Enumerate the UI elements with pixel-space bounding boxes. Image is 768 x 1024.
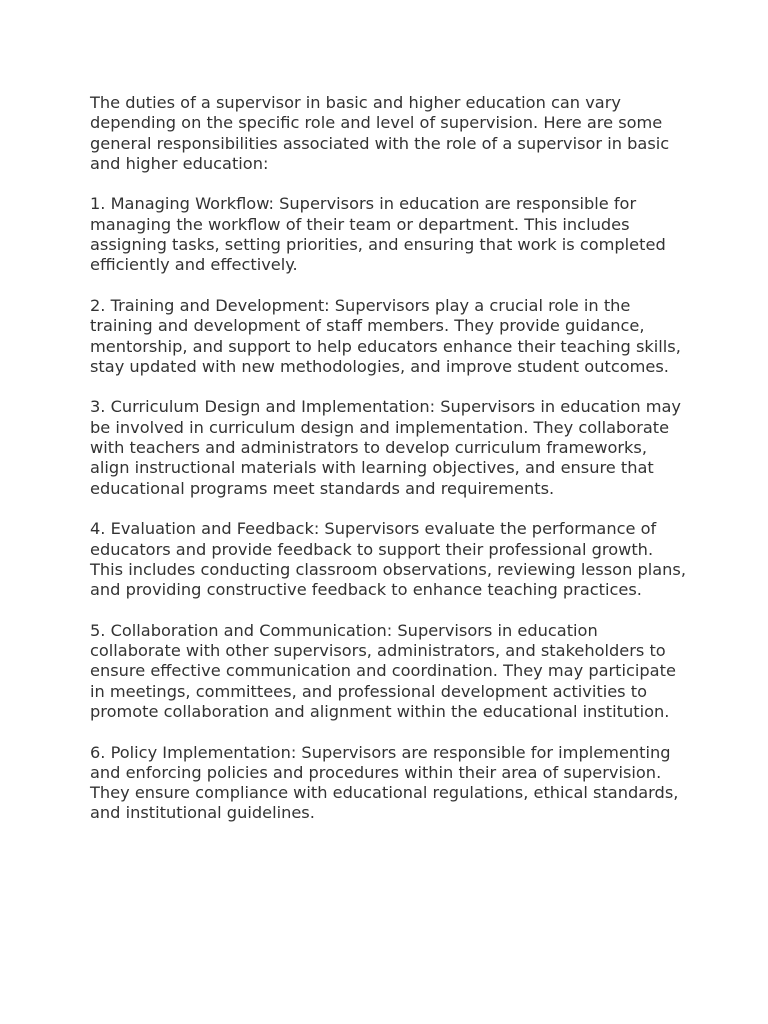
- document-body: [90, 93, 690, 844]
- list-item-evaluation-feedback: 4. Evaluation and Feedback: Supervisors evaluate the performance of educators and provide feedback to support their professional growth. This includes conducting classroom observations, reviewing lesson plans, and providing constructive feedback to enhance teaching practices.: [90, 519, 687, 600]
- intro-paragraph: The duties of a supervisor in basic and higher education can vary depending on the specific role and level of supervision. Here are some general responsibilities associated with the role of a supervisor in basic and higher education:: [90, 93, 670, 173]
- list-item-collaboration-communication: 5. Collaboration and Communication: Supervisors in education collaborate with other supervisors, administrators, and stakeholders to ensure effective communication and coordination. They may participate in meetings, committees, and professional development activities to promote collaboration and alignment within the educational institution.: [90, 620, 676, 721]
- list-item-curriculum-design: 3. Curriculum Design and Implementation: Supervisors in education may be involved in curriculum design and implementation. They collaborate with teachers and administrators to develop curriculum frameworks, align instructional materials with learning objectives, and ensure that educational programs meet standards and requirements.: [90, 397, 681, 498]
- list-item-managing-workflow: 1. Managing Workflow: Supervisors in education are responsible for managing the workflow of their team or department. This includes assigning tasks, setting priorities, and ensuring that work is completed efficiently and effectively.: [90, 194, 666, 275]
- list-item-policy-implementation: 6. Policy Implementation: Supervisors are responsible for implementing and enforcing policies and procedures within their area of supervision. They ensure compliance with educational regulations, ethical standards, and institutional guidelines.: [90, 742, 679, 823]
- list-item-training-development: 2. Training and Development: Supervisors play a crucial role in the training and development of staff members. They provide guidance, mentorship, and support to help educators enhance their teaching skills, stay updated with new methodologies, and improve student outcomes.: [90, 295, 681, 376]
